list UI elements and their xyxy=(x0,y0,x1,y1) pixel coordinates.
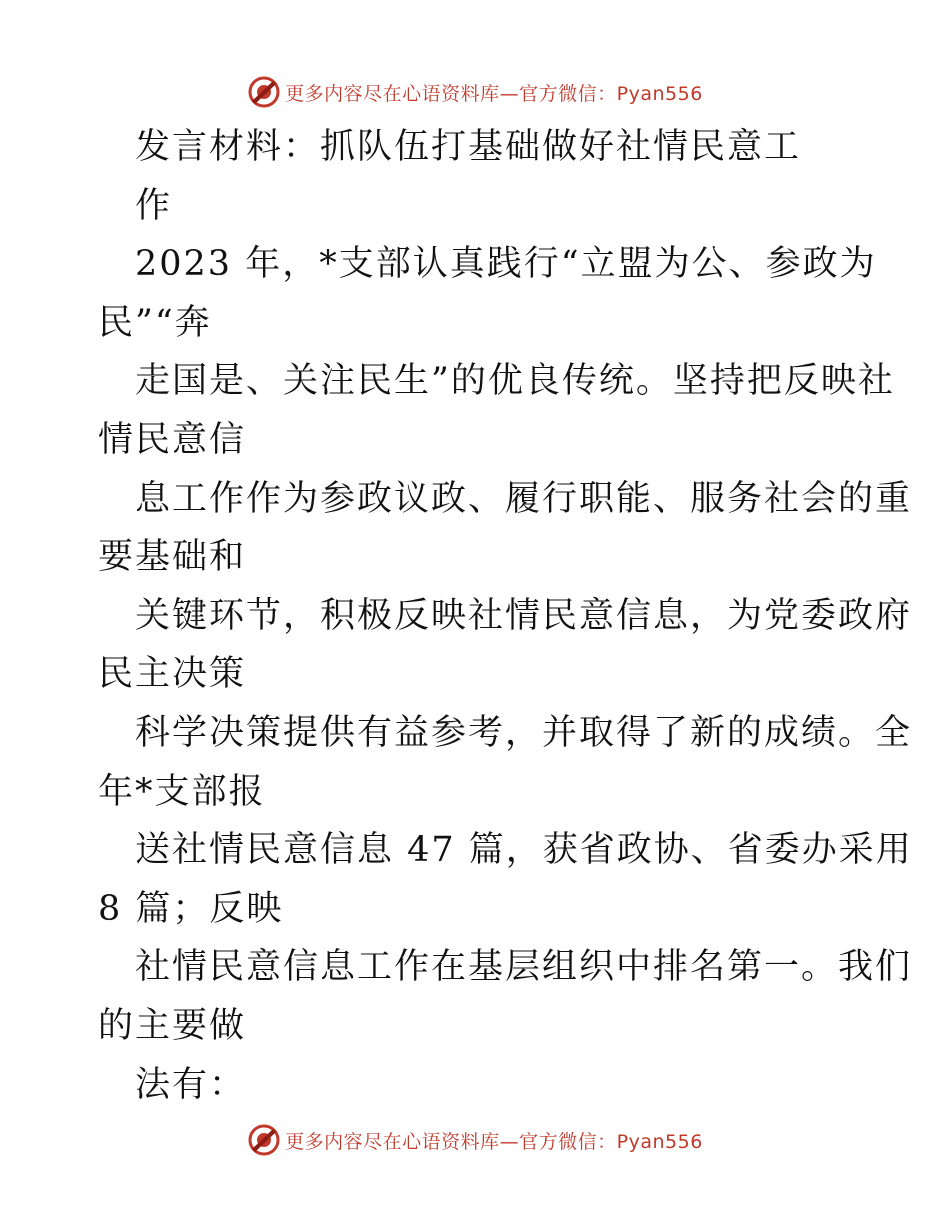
text-line: 要基础和 xyxy=(98,537,247,578)
text-line: 走国是、关注民生”的优良传统。坚持把反映社 xyxy=(135,361,895,402)
text-line: 关键环节，积极反映社情民意信息，为党委政府 xyxy=(135,595,913,636)
text-line: 情民意信 xyxy=(98,419,247,460)
text-line: 科学决策提供有益参考，并取得了新的成绩。全 xyxy=(135,712,913,753)
text-line: 社情民意信息工作在基层组织中排名第一。我们 xyxy=(135,947,913,988)
text-line: 年*支部报 xyxy=(98,771,266,812)
text-line: 的主要做 xyxy=(98,1005,247,1046)
header-banner-text: 更多内容尽在心语资料库—官方微信：Pyan556 xyxy=(285,82,703,105)
text-line: 2023 年，*支部认真践行“立盟为公、参政为 xyxy=(135,244,877,285)
text-line: 民主决策 xyxy=(98,654,247,695)
title-line: 作 xyxy=(135,185,173,226)
logo-icon xyxy=(247,1123,281,1157)
footer-banner xyxy=(0,1120,950,1160)
document-body xyxy=(98,118,913,1114)
text-line: 8 篇；反映 xyxy=(98,888,284,929)
footer-banner-text: 更多内容尽在心语资料库—官方微信：Pyan556 xyxy=(285,1130,703,1153)
text-line: 法有： xyxy=(135,1064,247,1105)
text-line: 民”“奔 xyxy=(98,302,212,343)
header-banner xyxy=(0,72,950,112)
logo-icon xyxy=(247,75,281,109)
text-line: 送社情民意信息 47 篇，获省政协、省委办采用 xyxy=(135,830,913,871)
text-line: 息工作作为参政议政、履行职能、服务社会的重 xyxy=(135,478,913,519)
title-line: 发言材料：抓队伍打基础做好社情民意工 xyxy=(135,127,802,167)
